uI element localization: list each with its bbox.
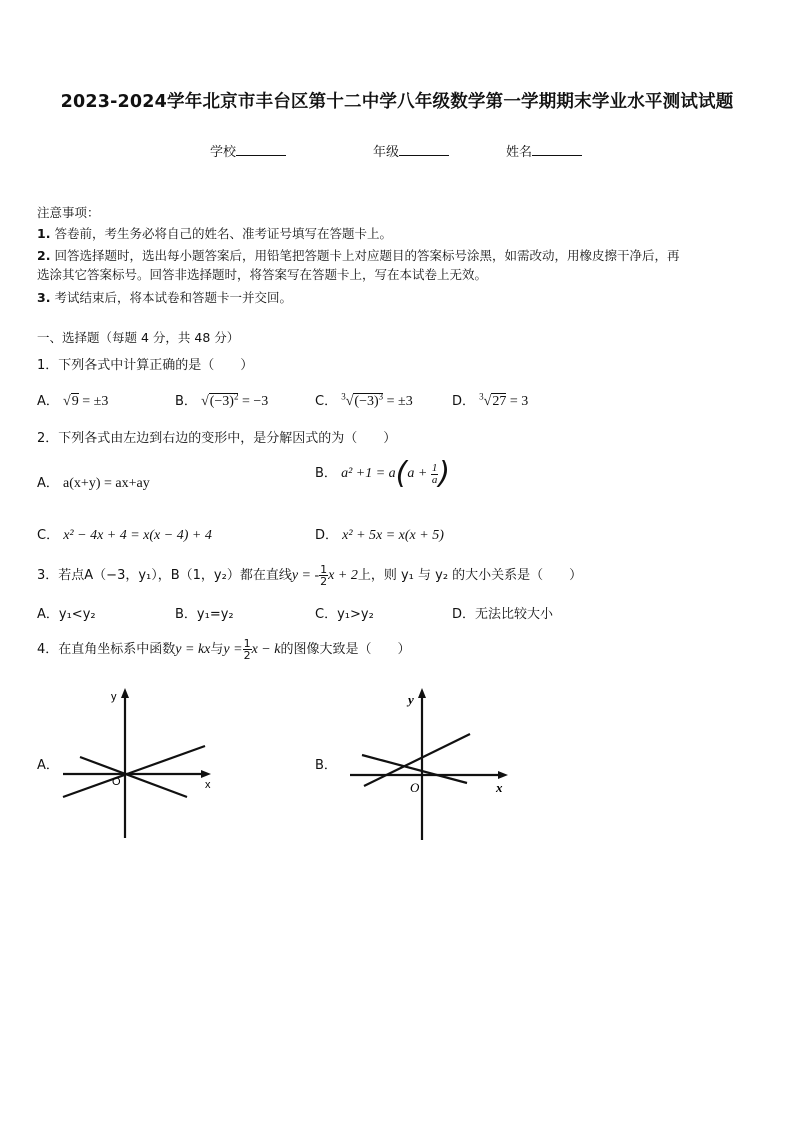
left-paren: ( (395, 456, 408, 491)
q1-option-b (175, 390, 268, 410)
rhs: = ±3 (386, 394, 413, 409)
q3-stem (37, 564, 582, 587)
y-axis-label: y (408, 692, 414, 707)
notice-item-3 (37, 288, 292, 306)
q1-d-expr: $^3$√27 = 3 (479, 391, 529, 409)
q3-option-b: B．y₁=y₂ (175, 607, 234, 622)
grade-field (373, 141, 449, 160)
grade-label: 年级 (373, 145, 400, 160)
notice-text: 考试结束后，将本试卷和答题卡一并交回。 (54, 290, 292, 305)
q2-c-expr: x² − 4x + 4 = x(x − 4) + 4 (63, 528, 212, 543)
q2-d-expr: x² + 5x = x(x + 5) (342, 528, 444, 543)
x-axis-label: x (496, 780, 503, 795)
q1-stem: 1．下列各式中计算正确的是（ ） (37, 358, 254, 373)
option-letter: D． (315, 528, 339, 543)
section-heading: 一、选择题（每题 4 分，共 48 分） (37, 330, 240, 345)
notice-num: 1. (37, 226, 51, 241)
y-arrow-icon (121, 688, 129, 698)
rhs: = 3 (509, 394, 529, 409)
q3-post: 上，则 y₁ 与 y₂ 的大小关系是（ ） (357, 568, 583, 583)
option-letter: A． (37, 476, 59, 491)
option-letter: A． (37, 394, 59, 409)
q3-line-y: y = - (291, 568, 320, 583)
b-inner: a + (407, 466, 428, 482)
q3-option-a: A．y₁<y₂ (37, 607, 96, 622)
numerator: 1 (431, 461, 438, 474)
option-letter: D． (452, 394, 476, 409)
x-arrow-icon (498, 771, 508, 779)
notice-item-2-cont: 选涂其它答案标号。回答非选择题时，将答案写在答题卡上，写在本试卷上无效。 (37, 267, 488, 282)
denominator: 2 (320, 575, 328, 588)
radicand: 27 (492, 394, 507, 409)
radicand: (−3) (354, 394, 379, 409)
q2-a-expr: a(x+y) = ax+ay (63, 476, 150, 491)
option-letter: C． (37, 528, 60, 543)
x-arrow-icon (201, 770, 211, 778)
q4-post: 的图像大致是（ ） (280, 642, 411, 657)
q1-option-a (37, 390, 108, 410)
q1-option-d (452, 390, 528, 410)
option-letter: B． (315, 466, 337, 482)
right-paren: ) (438, 456, 451, 491)
denominator: 2 (243, 649, 251, 662)
exponent: 2 (233, 391, 239, 402)
denominator: a (431, 473, 438, 486)
q4-f2-pre: y = (223, 642, 243, 657)
x-axis-label: x (205, 779, 211, 791)
line-decreasing (80, 757, 187, 797)
origin-label: O (112, 776, 121, 788)
school-field (210, 141, 286, 160)
radicand: 9 (71, 394, 79, 409)
notice-text: 回答选择题时，选出每小题答案后，用铅笔把答题卡上对应题目的答案标号涂黑，如需改动，用橡皮擦干净后，再 (54, 248, 680, 263)
q1-a-expr: √9 = ±3 (63, 394, 109, 409)
radicand: (−3) (209, 394, 234, 409)
option-letter: C． (315, 394, 338, 409)
notice-item-1 (37, 224, 392, 242)
notice-num: 3. (37, 290, 51, 305)
q2-option-d (315, 524, 444, 544)
q4-stem (37, 638, 410, 661)
page-title: 2023-2024学年北京市丰台区第十二中学八年级数学第一学期期末学业水平测试试题 (60, 92, 734, 112)
q2-stem: 2．下列各式由左边到右边的变形中，是分解因式的为（ ） (37, 431, 397, 446)
q3-fraction (319, 564, 328, 587)
option-letter: B． (175, 394, 197, 409)
notice-item-2 (37, 246, 679, 264)
q4-mid: 与 (210, 642, 224, 657)
q3-pre: 3．若点 (37, 568, 85, 583)
q4-f1: y = kx (175, 642, 211, 657)
grade-blank (399, 143, 449, 156)
b-lhs: a² +1 = a (341, 466, 396, 482)
root-index: 3 (341, 391, 346, 402)
school-label: 学校 (210, 145, 237, 160)
q3-option-d: D．无法比较大小 (452, 607, 554, 622)
y-arrow-icon (418, 688, 426, 698)
q1-option-c (315, 390, 413, 410)
q4-option-a-label: A． (37, 758, 59, 773)
q2-b-expr (341, 456, 451, 491)
q4-graph-b (342, 680, 522, 850)
q3-points: A（−3，y₁），B（1，y₂）都在直线 (84, 568, 292, 583)
line-increasing (63, 746, 205, 797)
name-blank (532, 143, 582, 156)
q4-graph-a (55, 680, 225, 850)
numerator: 1 (243, 637, 251, 650)
school-blank (236, 143, 286, 156)
origin-label: O (410, 780, 420, 795)
name-label: 姓名 (506, 145, 533, 160)
rhs: = ±3 (82, 394, 109, 409)
q2-option-b (315, 456, 451, 491)
q3-option-c: C．y₁>y₂ (315, 607, 374, 622)
q4-pre: 4．在直角坐标系中函数 (37, 642, 176, 657)
name-field (506, 141, 582, 160)
rhs: = −3 (241, 394, 269, 409)
q1-b-expr: $√(-3)^2 = -3$ (201, 391, 269, 409)
y-axis-label: y (111, 691, 117, 703)
notice-heading: 注意事项： (37, 205, 100, 220)
exponent: 3 (378, 391, 384, 402)
numerator: 1 (320, 563, 328, 576)
q2-option-a (37, 472, 150, 492)
q2-option-c (37, 524, 212, 544)
q4-option-b-label: B． (315, 758, 337, 773)
q4-f2-post: x − k (251, 642, 281, 657)
q1-c-expr: $^3√(-3)^3 = \pm 3$ (341, 391, 413, 409)
notice-num: 2. (37, 248, 51, 263)
notice-text: 答卷前，考生务必将自己的姓名、准考证号填写在答题卡上。 (54, 226, 392, 241)
q3-line-rest: x + 2 (328, 568, 358, 583)
q4-fraction (243, 638, 252, 661)
root-index: 3 (479, 391, 484, 402)
